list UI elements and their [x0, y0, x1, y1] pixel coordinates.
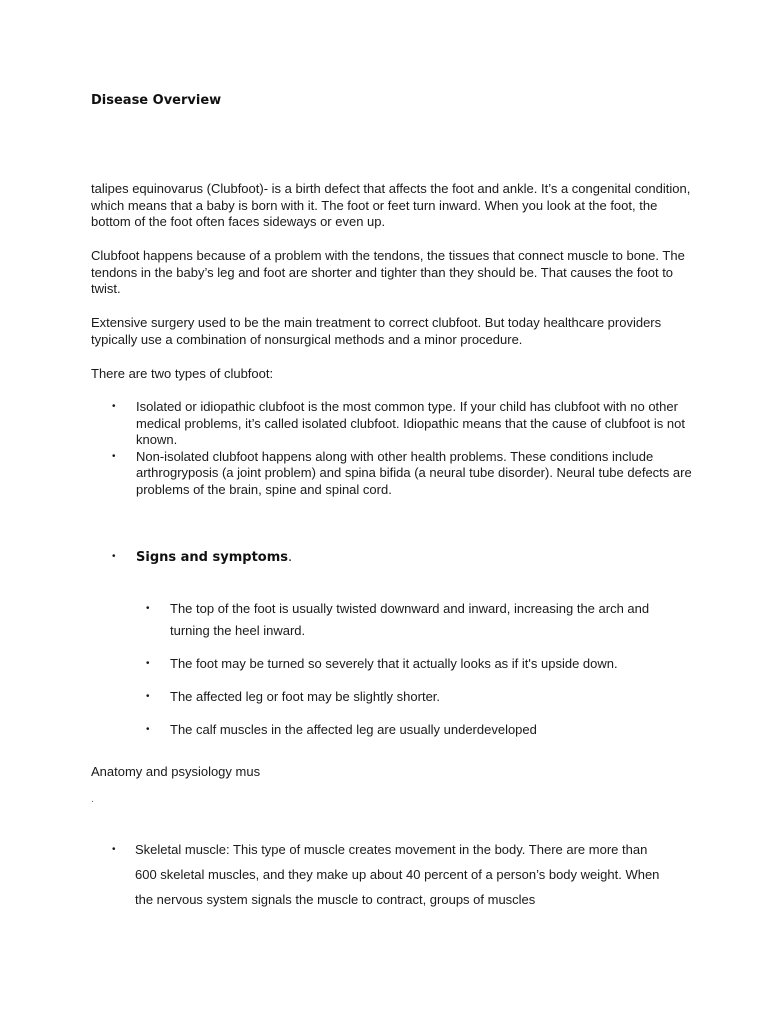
list-item	[112, 837, 665, 912]
paragraph-types-intro: There are two types of clubfoot:	[91, 366, 274, 381]
list-item	[146, 719, 670, 741]
bullet-icon: •	[112, 844, 116, 855]
list-item-text: Non-isolated clubfoot happens along with other health problems. These conditions include arthrogryposis (a joint problem) and spina bifida (a neural tube disorder). Neural tube defects are problems of the brain, spine and spinal cord.	[136, 448, 692, 497]
bullet-icon: •	[112, 450, 116, 462]
signs-heading-label: Signs and symptoms	[136, 550, 288, 565]
list-item	[146, 686, 670, 708]
anatomy-heading: Anatomy and psysiology mus	[91, 764, 261, 779]
paragraph-definition: talipes equinovarus (Clubfoot)- is a birth defect that affects the foot and ankle. It’s a congenital condition, which means that a baby is born with it. The foot or feet turn inward. When you look at the foot, the bottom of the foot often faces sideways or even up.	[91, 181, 691, 229]
list-item-text: The affected leg or foot may be slightly shorter.	[170, 689, 441, 704]
list-item-text: The calf muscles in the affected leg are usually underdeveloped	[170, 722, 537, 737]
paragraph-treatment: Extensive surgery used to be the main treatment to correct clubfoot. But today healthcare providers typically use a combination of nonsurgical methods and a minor procedure.	[91, 315, 662, 347]
list-item-text: The top of the foot is usually twisted downward and inward, increasing the arch and turning the heel inward.	[170, 601, 650, 638]
clubfoot-types-list	[112, 399, 696, 498]
list-item	[146, 598, 670, 642]
muscle-types-list	[112, 837, 665, 912]
bullet-icon: •	[146, 724, 150, 735]
bullet-icon: •	[146, 691, 150, 702]
list-item	[146, 653, 670, 675]
bullet-icon: •	[112, 551, 116, 562]
bullet-icon: •	[112, 401, 116, 412]
signs-heading-suffix: .	[288, 550, 293, 565]
list-item	[112, 399, 696, 449]
bullet-icon: •	[146, 603, 150, 614]
list-item-text: Skeletal muscle: This type of muscle creates movement in the body. There are more than 600 skeletal muscles, and they make up about 40 percent of a person’s body weight. When the nervous system signals the muscle to contract, groups of muscles	[135, 842, 660, 907]
bullet-icon: •	[146, 658, 150, 669]
list-item-text: The foot may be turned so severely that it actually looks as if it's upside down.	[170, 656, 618, 671]
list-item	[112, 448, 696, 499]
signs-list	[146, 598, 670, 752]
paragraph-cause: Clubfoot happens because of a problem with the tendons, the tissues that connect muscle to bone. The tendons in the baby’s leg and foot are shorter and tighter than they should be. That causes the foot to twist.	[91, 248, 685, 296]
list-item-text: Isolated or idiopathic clubfoot is the most common type. If your child has clubfoot with no other medical problems, it’s called isolated clubfoot. Idiopathic means that the cause of clubfoot is not known.	[136, 399, 685, 447]
stray-dot: .	[91, 794, 94, 805]
page-title: Disease Overview	[91, 93, 222, 108]
